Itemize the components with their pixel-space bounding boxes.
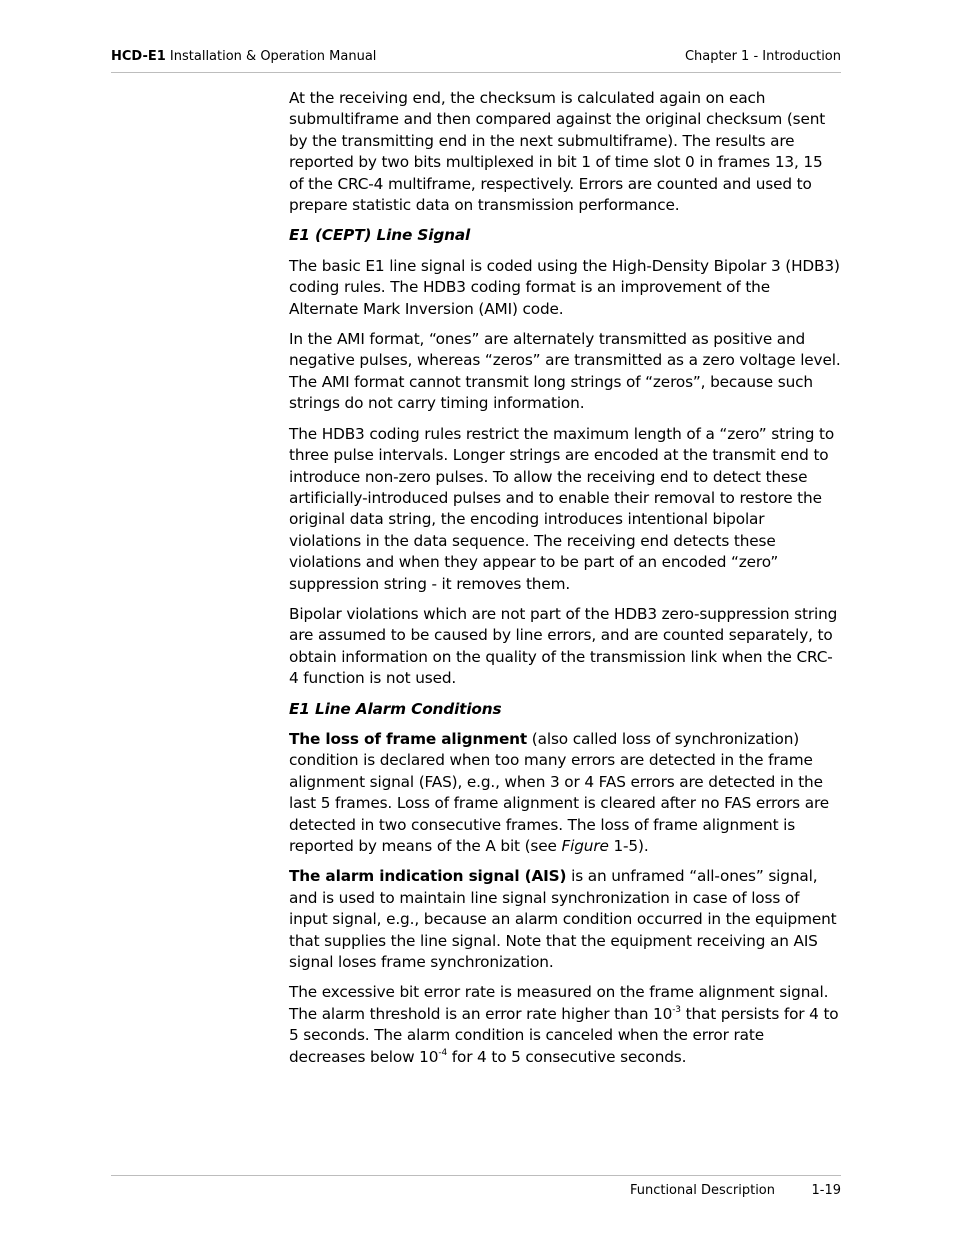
paragraph-checksum: At the receiving end, the checksum is calculated again on each submultiframe and then compared against the original checksum (sent by the transmitting end in the next submultiframe). The results are reported by two bits multiplexed in bit 1 of time slot 0 in frames 13, 15 of the CRC-4 multiframe, respectively. Errors are counted and used to prepare statistic data on transmission performance.	[289, 89, 826, 215]
paragraph-hdb3-intro: The basic E1 line signal is coded using the High-Density Bipolar 3 (HDB3) coding rules. The HDB3 coding format is an improvement of the Alternate Mark Inversion (AMI) code.	[289, 256, 840, 318]
paragraph-bipolar-violations: Bipolar violations which are not part of the HDB3 zero-suppression string are assumed to be caused by line errors, and are counted separately, to obtain information on the quality of the transmission link when the CRC-4 function is not used.	[289, 604, 838, 688]
page-header	[111, 49, 841, 69]
paragraph-hdb3-rules: The HDB3 coding rules restrict the maximum length of a “zero” string to three pulse intervals. Longer strings are encoded at the transmit end to introduce non-zero pulses. To allow the receiving end to detect these artificially-introduced pulses and to enable their removal to restore the original data string, the encoding introduces intentional bipolar violations in the data sequence. The receiving end detects these violations and when they appear to be part of an encoded “zero” suppression string - it removes them.	[289, 424, 835, 593]
paragraph-excessive-bit-error-rate: The excessive bit error rate is measured on the frame alignment signal. The alarm threshold is an error rate higher than $10^{-3}$ that persists for 4 to 5 seconds. The alarm condition is canceled when the error rate decreases below $10^{-4}$ for 4 to 5 consecutive seconds.	[289, 983, 839, 1066]
page-number: 1-19	[811, 1183, 841, 1198]
header-chapter: Chapter 1 - Introduction	[684, 49, 841, 64]
paragraph-ais: The alarm indication signal (AIS) is an unframed “all-ones” signal, and is used to maintain line signal synchronization in case of loss of input signal, e.g., because an alarm condition occurred in the equipment that supplies the line signal. Note that the equipment receiving an AIS signal loses frame synchronization.	[289, 867, 837, 972]
heading-e1-line-alarm-conditions: E1 Line Alarm Conditions	[289, 699, 502, 718]
footer-divider	[111, 1175, 841, 1176]
figure-reference: Figure	[561, 837, 609, 855]
footer-section-title: Functional Description	[629, 1183, 775, 1198]
figure-reference-number: 1-5	[608, 837, 638, 855]
paragraph-loss-of-frame-alignment: The loss of frame alignment (also called loss of synchronization) condition is declared when too many errors are detected in the frame alignment signal (FAS), e.g., when 3 or 4 FAS errors are detected in the last 5 frames. Loss of frame alignment is cleared after no FAS errors are detected in two consecutive frames. The loss of frame alignment is reported by means of the A bit (see Figure 1-5).	[289, 729, 830, 855]
page-body	[289, 88, 841, 1077]
header-manual: Installation & Operation Manual	[169, 49, 377, 64]
exponent-minus-4: -4	[438, 1047, 448, 1058]
page-footer	[111, 1183, 841, 1203]
term-loss-of-frame-alignment: The loss of frame alignment	[289, 729, 528, 748]
exponent-minus-3: -3	[672, 1004, 681, 1015]
header-product: HCD-E1	[111, 49, 166, 64]
term-ais: The alarm indication signal (AIS)	[289, 867, 567, 886]
header-divider	[111, 72, 841, 73]
header-title	[111, 49, 376, 65]
paragraph-ami-format: In the AMI format, “ones” are alternately transmitted as positive and negative pulses, whereas “zeros” are transmitted as a zero voltage level. The AMI format cannot transmit long strings of “zeros”, because such strings do not carry timing information.	[289, 330, 841, 413]
heading-e1-line-signal: E1 (CEPT) Line Signal	[289, 226, 471, 245]
